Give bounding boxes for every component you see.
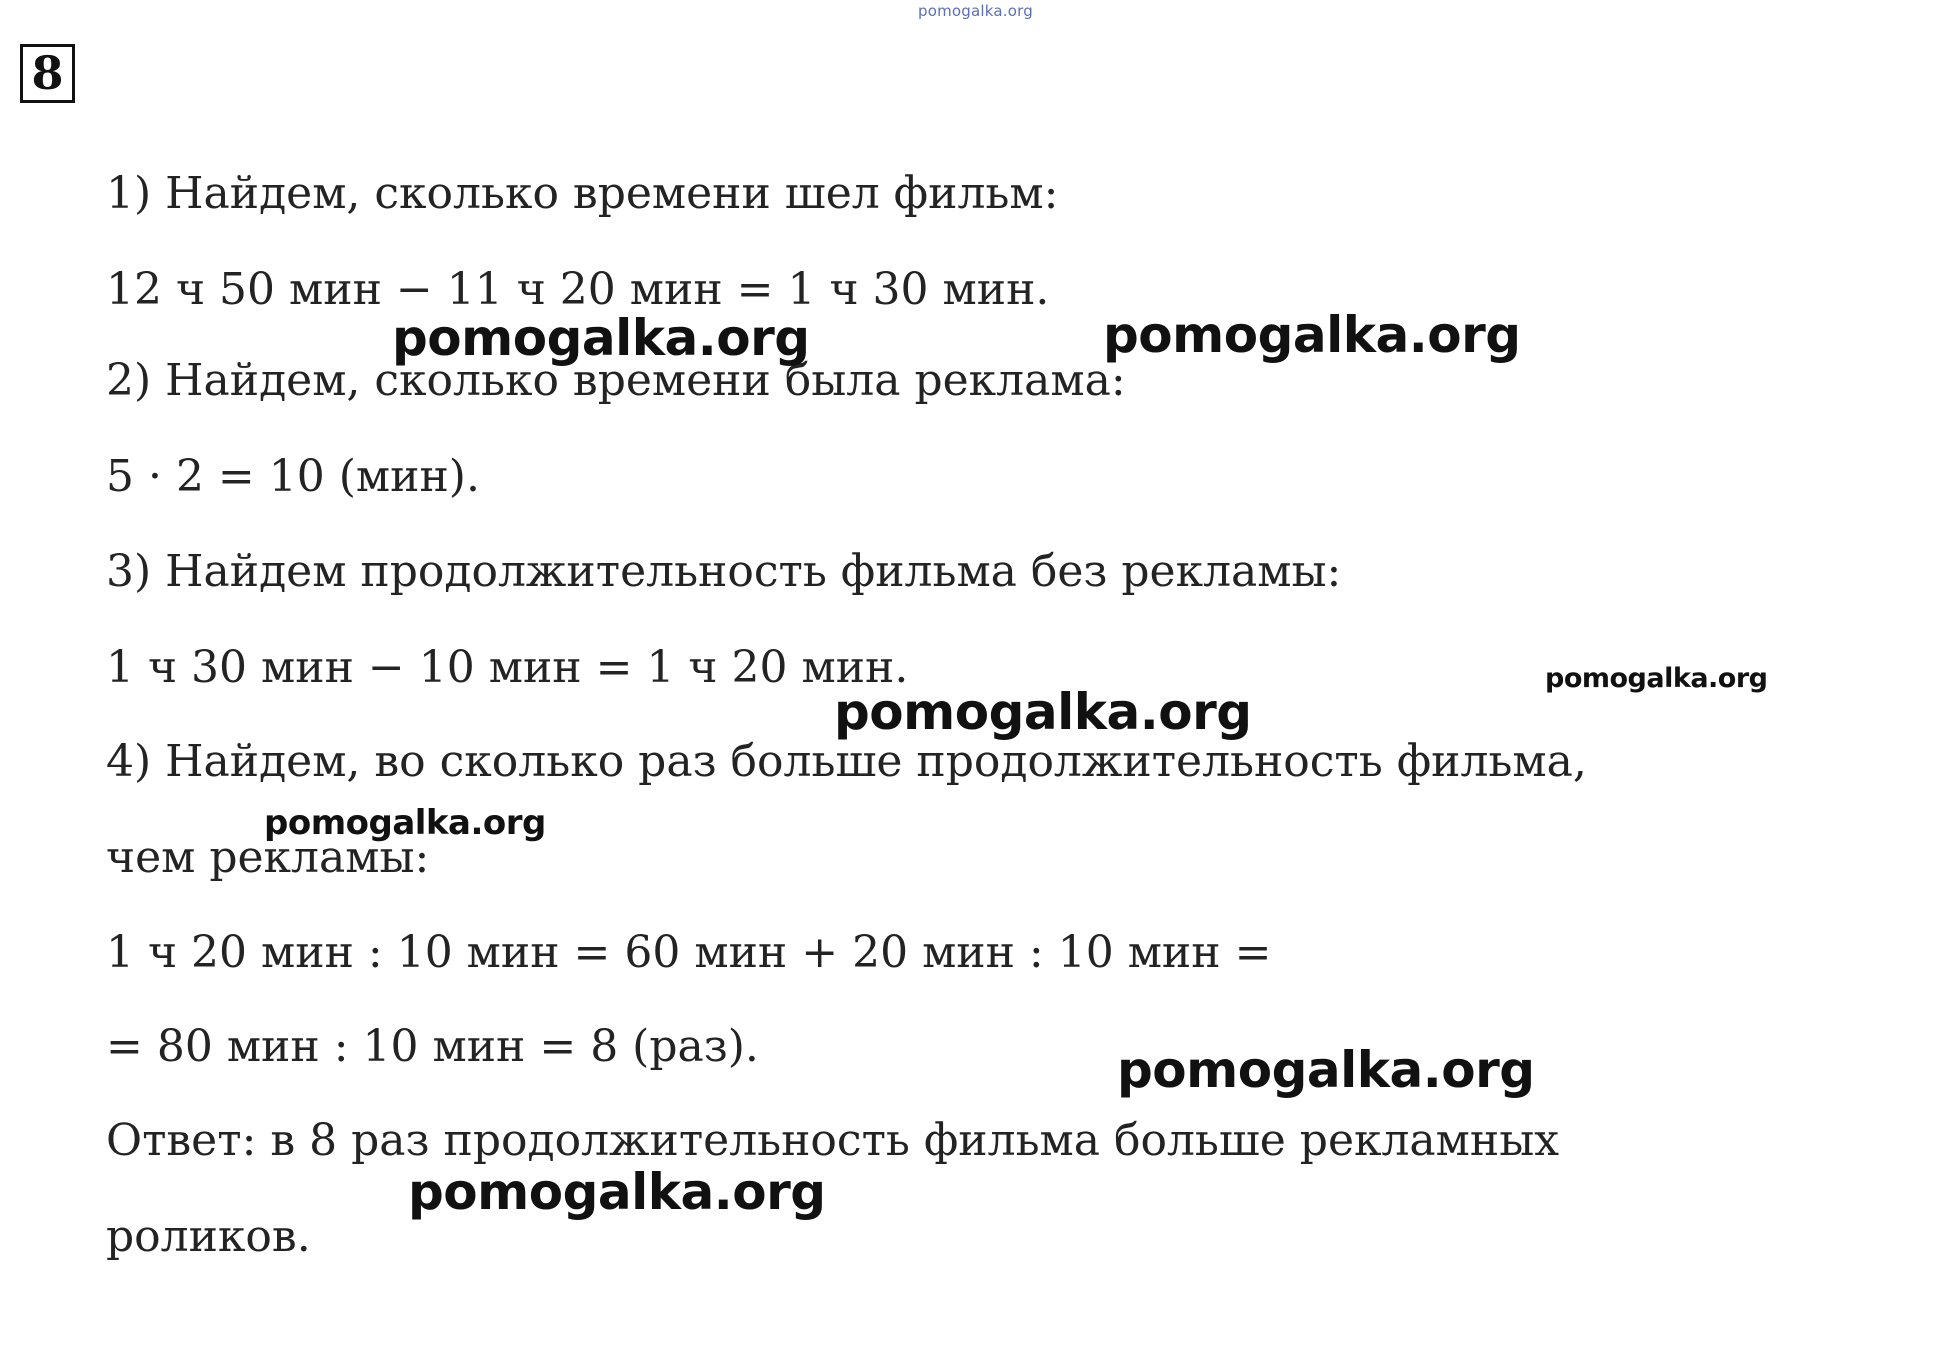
answer-line1: Ответ: в 8 раз продолжительность фильма больше рекламных (106, 1115, 1560, 1166)
step4-title-line1: 4) Найдем, во сколько раз больше продолжительность фильма, (106, 736, 1587, 787)
step4-title-line2: чем рекламы: (106, 832, 430, 883)
watermark-3: pomogalka.org (1545, 663, 1768, 694)
step2-calc: 5 · 2 = 10 (мин). (106, 451, 480, 502)
step3-calc: 1 ч 30 мин − 10 мин = 1 ч 20 мин. (106, 642, 909, 693)
top-watermark: pomogalka.org (918, 2, 1033, 20)
watermark-4: pomogalka.org (834, 683, 1252, 741)
task-number-box: 8 (20, 44, 75, 103)
step3-title: 3) Найдем продолжительность фильма без рекламы: (106, 546, 1342, 597)
watermark-1: pomogalka.org (392, 309, 810, 367)
watermark-6: pomogalka.org (1117, 1041, 1535, 1099)
step4-calc-line2: = 80 мин : 10 мин = 8 (раз). (106, 1021, 759, 1072)
step4-calc-line1: 1 ч 20 мин : 10 мин = 60 мин + 20 мин : 10 мин = (106, 927, 1272, 978)
watermark-7: pomogalka.org (408, 1163, 826, 1221)
step1-title: 1) Найдем, сколько времени шел фильм: (106, 168, 1059, 219)
watermark-2: pomogalka.org (1103, 306, 1521, 364)
answer-line2: роликов. (106, 1211, 311, 1262)
watermark-5: pomogalka.org (264, 803, 546, 843)
step1-calc: 12 ч 50 мин − 11 ч 20 мин = 1 ч 30 мин. (106, 264, 1050, 315)
step2-title: 2) Найдем, сколько времени была реклама: (106, 355, 1126, 406)
